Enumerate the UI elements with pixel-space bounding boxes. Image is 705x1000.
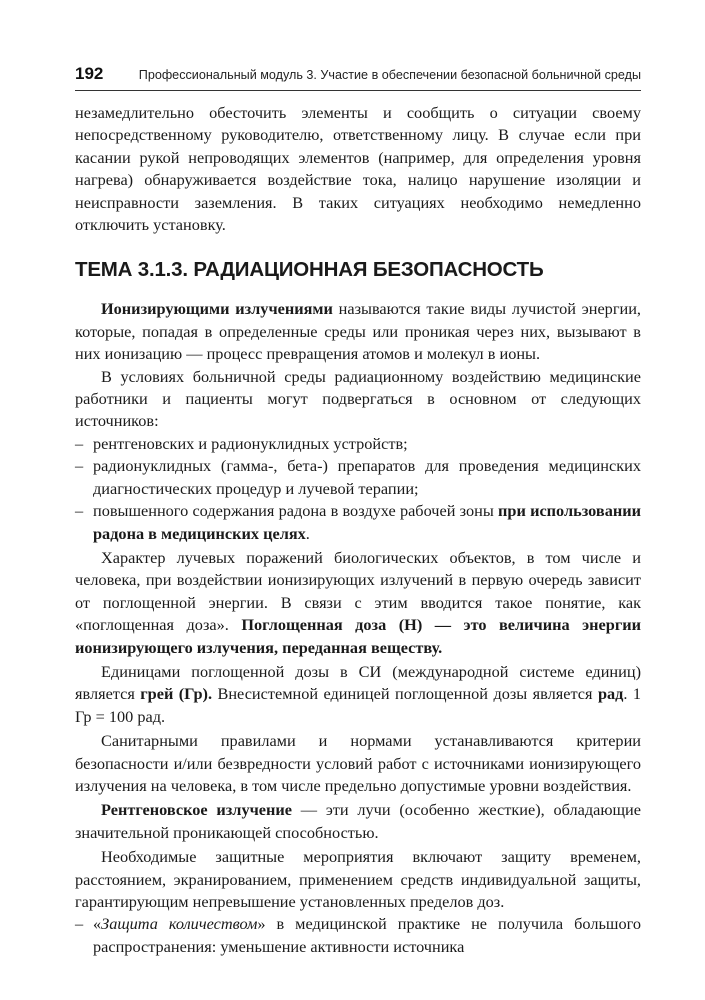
page-number: 192 <box>75 64 104 83</box>
dash-marker: – <box>75 914 84 934</box>
definition-absorbed-dose: Поглощенная доза (Н) — это величина энергии ионизирующего излучения, переданная веществу. <box>75 615 641 657</box>
list-item-text: повышенного содержания радона в воздухе рабочей зоны <box>93 501 499 521</box>
term-xray: Рентгеновское излучение <box>101 800 292 820</box>
unit-gray: грей (Гр). <box>140 684 213 704</box>
paragraph-sources-intro: В условиях больничной среды радиационному воздействию медицинские работники и пациенты могут подвергаться в основном от следующих источников: <box>75 366 641 431</box>
paragraph-protection: Необходимые защитные мероприятия включают защиту временем, расстоянием, экранированием, применением средств индивидуальной защиты, гарантирующим непревышение установленных пределов доз. <box>75 847 641 911</box>
dash-marker: – <box>75 433 84 453</box>
intro-paragraph: незамедлительно обесточить элементы и сообщить о ситуации своему непосредственному руководителю, ответственному лицу. В случае если при касании рукой непроводящих элементов (например, для определения уровня нагрева) обнаруживается воздействие тока, налицо нарушение изоляции и неисправности заземления. В таких ситуациях необходимо немедленно отключить установку. <box>75 103 641 235</box>
paragraph-ionizing-radiation <box>75 298 641 365</box>
list-item <box>75 433 641 455</box>
page-header <box>75 64 641 86</box>
protection-list <box>75 913 641 958</box>
paragraph-dose-units <box>75 661 641 728</box>
list-item <box>75 500 641 545</box>
paragraph-text: называются такие виды лучистой энергии, которые, попадая в определенные среды или проникая через них, вызывают в них ионизацию — процесс превращения атомов и молекул в ионы. <box>75 299 641 364</box>
paragraph-text: . 1 Гр = 100 рад. <box>75 684 642 726</box>
paragraph-text: Характер лучевых поражений биологических объектов, в том числе и человека, при воздействии ионизирующих излучений в первую очередь зависит от поглощенной энергии. В связи с этим вводится такое понятие, как «поглощенная доза». <box>75 547 641 635</box>
list-item-bold: при использовании радона в медицинских целях <box>93 501 641 543</box>
paragraph-xray <box>75 799 641 844</box>
list-item-text: » в медицинской практике не получила большого распространения: уменьшение активности источника <box>93 914 641 956</box>
sources-list <box>75 433 641 545</box>
dash-marker: – <box>75 456 84 476</box>
paragraph-text: Единицами поглощенной дозы в СИ (международной системе единиц) является <box>75 661 641 704</box>
topic-heading: ТЕМА 3.1.3. РАДИАЦИОННАЯ БЕЗОПАСНОСТЬ <box>75 258 544 282</box>
paragraph-absorbed-dose <box>75 547 641 659</box>
list-item-quote: « <box>93 914 102 934</box>
unit-rad: рад <box>597 684 624 704</box>
paragraph-text: — эти лучи (особенно жесткие), обладающие значительной проникающей способностью. <box>75 800 641 842</box>
running-title: Профессиональный модуль 3. Участие в обеспечении безопасной больничной среды <box>138 68 641 82</box>
list-item-end: . <box>305 523 310 543</box>
list-item <box>75 455 641 500</box>
list-item-text: рентгеновских и радионуклидных устройств; <box>93 433 408 453</box>
list-item <box>75 913 641 958</box>
page-body <box>75 102 641 958</box>
term-ionizing-radiation: Ионизирующими излучениями <box>101 299 333 319</box>
paragraph-text: Внесистемной единицей поглощенной дозы является <box>212 684 598 704</box>
dash-marker: – <box>75 501 84 521</box>
list-item-italic: Защита количеством <box>101 914 258 934</box>
paragraph-sanitary-rules: Санитарными правилами и нормами устанавливаются критерии безопасности и/или безвредности условий работ с источниками ионизирующего излучения на человека, в том числе предельно допустимые уровни воздействия. <box>75 731 641 795</box>
header-rule <box>75 90 641 91</box>
list-item-text: радионуклидных (гамма-, бета-) препаратов для проведения медицинских диагностических процедур и лучевой терапии; <box>93 456 641 498</box>
